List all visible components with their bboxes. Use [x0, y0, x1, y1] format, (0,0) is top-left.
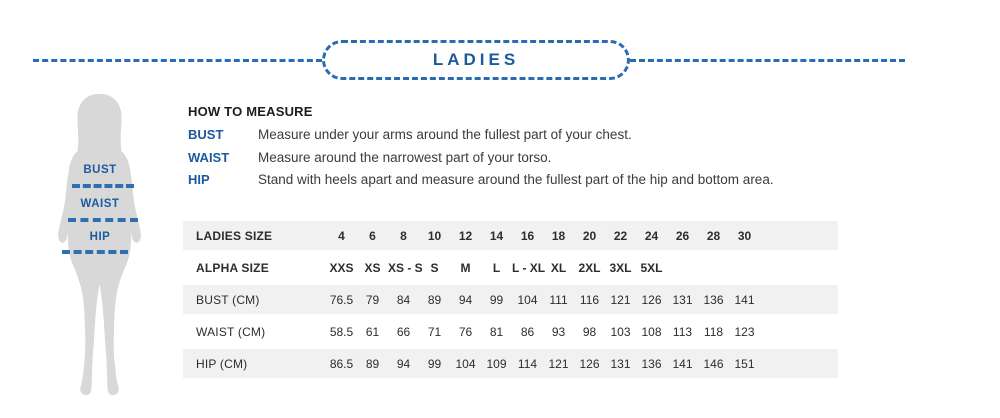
size-cell: 61: [365, 324, 380, 339]
size-cell: 151: [734, 356, 755, 371]
size-cell: L - XL: [512, 260, 546, 275]
table-row-hip: [183, 349, 838, 378]
size-cell: 98: [582, 324, 597, 339]
figure-waist-label: WAIST: [80, 198, 120, 210]
size-cell: 66: [396, 324, 411, 339]
size-cell: 121: [610, 292, 631, 307]
size-cell: 99: [489, 292, 504, 307]
table-row-waist: [183, 317, 838, 346]
size-cell: 123: [734, 324, 755, 339]
header-dash-line-right: [630, 59, 905, 62]
ladies-size-table: [183, 221, 838, 381]
size-cell: L: [492, 260, 501, 275]
figure-bust-label: BUST: [83, 164, 117, 176]
measure-item-label: WAIST: [188, 149, 230, 165]
size-cell: 26: [675, 228, 690, 243]
table-row-bust: [183, 285, 838, 314]
bust-measure-line: [72, 184, 134, 188]
size-cell: 76.5: [329, 292, 354, 307]
size-cell: 4: [338, 228, 345, 243]
size-cell: 84: [396, 292, 411, 307]
woman-silhouette: [42, 88, 157, 404]
row-label: BUST (CM): [196, 292, 260, 307]
size-cell: 81: [489, 324, 504, 339]
size-cell: 93: [551, 324, 566, 339]
size-cell: 79: [365, 292, 380, 307]
size-cell: 111: [549, 292, 568, 307]
size-cell: 113: [672, 324, 693, 339]
measure-item-text: Measure around the narrowest part of your torso.: [258, 149, 552, 165]
ladies-pill: [322, 40, 630, 80]
ladies-section-header: [33, 40, 905, 80]
size-cell: 16: [520, 228, 535, 243]
measure-item-hip: [188, 172, 774, 195]
size-cell: XL: [550, 260, 567, 275]
how-to-measure-list: [188, 127, 774, 195]
row-label: HIP (CM): [196, 356, 248, 371]
size-cell: 86.5: [329, 356, 354, 371]
size-cell: 104: [455, 356, 476, 371]
measure-item-text: Stand with heels apart and measure around the fullest part of the hip and bottom area.: [258, 172, 774, 187]
waist-measure-line: [68, 218, 138, 222]
measure-item-label: HIP: [188, 172, 210, 187]
size-cell: 20: [582, 228, 597, 243]
size-cell: S: [430, 260, 439, 275]
table-row-ladies-size: [183, 221, 838, 250]
figure-hip-label: HIP: [89, 231, 111, 243]
size-cell: 131: [672, 292, 693, 307]
size-cell: 12: [458, 228, 473, 243]
size-cell: 30: [737, 228, 752, 243]
size-cell: 2XL: [578, 260, 601, 275]
hip-measure-line: [62, 250, 128, 254]
size-cell: 28: [706, 228, 721, 243]
size-cell: 3XL: [609, 260, 632, 275]
size-cell: 109: [486, 356, 507, 371]
how-to-measure-title: HOW TO MEASURE: [188, 104, 313, 119]
section-title: LADIES: [432, 50, 520, 69]
size-cell: XS - S: [388, 260, 423, 275]
row-label: ALPHA SIZE: [196, 260, 269, 275]
measure-item-label: BUST: [188, 127, 224, 142]
row-label: LADIES SIZE: [196, 228, 273, 243]
size-cell: 58.5: [329, 324, 354, 339]
size-cell: 116: [579, 292, 600, 307]
table-row-alpha-size: [183, 253, 838, 282]
size-cell: 131: [610, 356, 631, 371]
size-cell: 99: [427, 356, 442, 371]
size-cell: 121: [548, 356, 569, 371]
measure-item-waist: [188, 150, 774, 173]
size-cell: 89: [427, 292, 442, 307]
measurement-figure: [42, 88, 157, 404]
size-cell: 14: [489, 228, 504, 243]
size-cell: 126: [641, 292, 662, 307]
size-cell: 141: [734, 292, 755, 307]
size-cell: M: [460, 260, 471, 275]
size-cell: 146: [703, 356, 724, 371]
measure-item-text: Measure under your arms around the fullest part of your chest.: [258, 127, 632, 142]
size-cell: 114: [517, 356, 538, 371]
size-cell: 94: [458, 292, 473, 307]
size-cell: 24: [644, 228, 659, 243]
size-cell: 89: [365, 356, 380, 371]
size-cell: 108: [641, 324, 662, 339]
size-cell: 8: [400, 228, 407, 243]
size-cell: 18: [551, 228, 566, 243]
size-cell: 5XL: [640, 260, 663, 275]
size-cell: 86: [520, 324, 535, 339]
size-cell: 136: [641, 356, 662, 371]
header-dash-line-left: [33, 59, 322, 62]
size-cell: 136: [703, 292, 724, 307]
size-cell: XXS: [329, 260, 354, 275]
size-cell: 141: [672, 356, 693, 371]
measure-item-bust: [188, 127, 774, 150]
size-cell: 71: [427, 324, 442, 339]
size-cell: XS: [364, 260, 381, 275]
size-cell: 10: [427, 228, 442, 243]
size-cell: 76: [458, 324, 473, 339]
size-cell: 6: [369, 228, 376, 243]
size-cell: 103: [610, 324, 631, 339]
size-cell: 94: [396, 356, 411, 371]
size-cell: 118: [703, 324, 724, 339]
size-cell: 126: [579, 356, 600, 371]
row-label: WAIST (CM): [196, 324, 266, 339]
size-cell: 22: [613, 228, 628, 243]
size-cell: 104: [517, 292, 538, 307]
